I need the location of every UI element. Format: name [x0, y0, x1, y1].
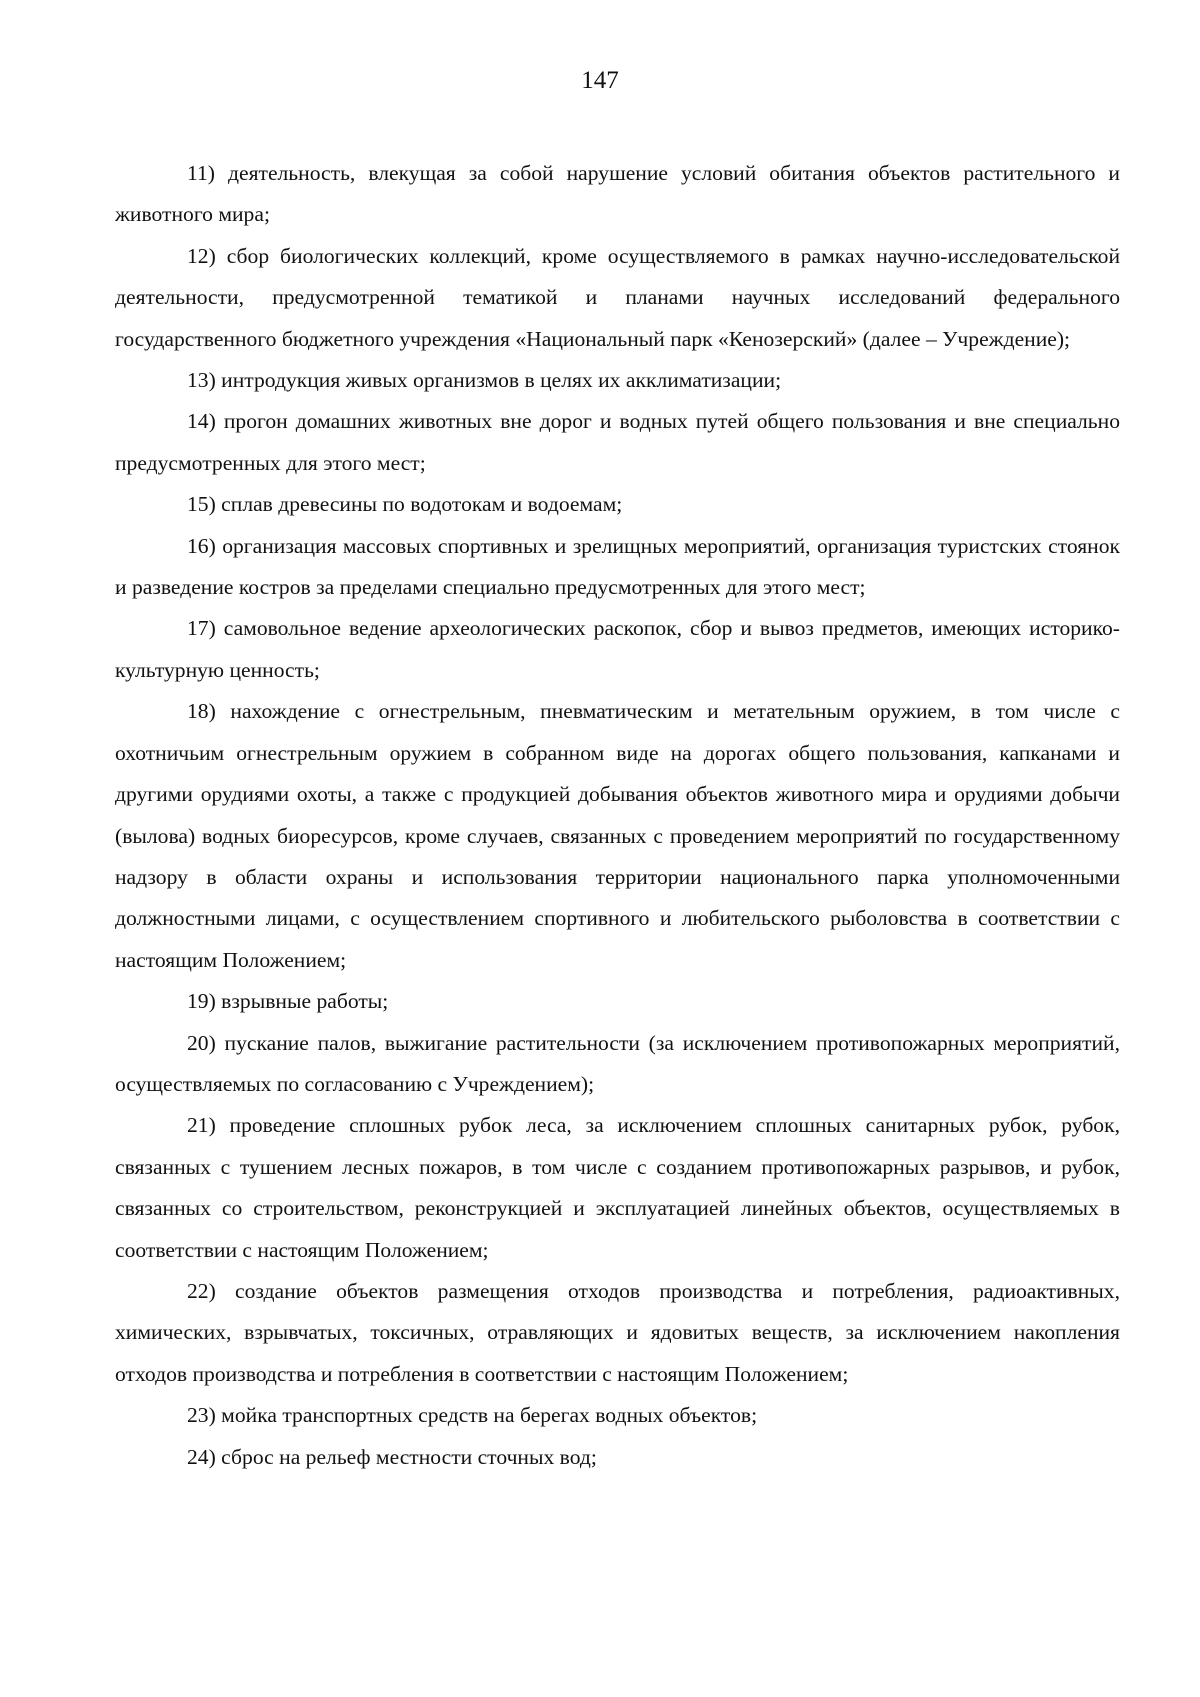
page-number: 147 — [581, 67, 619, 94]
list-item-23: 23) мойка транспортных средств на берегах водных объектов; — [187, 1403, 758, 1428]
list-item-13: 13) интродукция живых организмов в целях их акклиматизации; — [187, 368, 782, 393]
list-item-15: 15) сплав древесины по водотокам и водоемам; — [187, 492, 623, 517]
document-body — [115, 153, 1120, 1478]
list-item-17: 17) самовольное ведение археологических раскопок, сбор и вывоз предметов, имеющих историко-культурную ценность; — [115, 616, 1120, 682]
list-item-14: 14) прогон домашних животных вне дорог и водных путей общего пользования и вне специально предусмотренных для этого мест; — [115, 409, 1120, 475]
list-item-20: 20) пускание палов, выжигание растительности (за исключением противопожарных мероприятий, осуществляемых по согласованию с Учреждением); — [115, 1030, 1120, 1096]
list-item-24: 24) сброс на рельеф местности сточных вод; — [187, 1444, 597, 1469]
list-item-21: 21) проведение сплошных рубок леса, за исключением сплошных санитарных рубок, рубок, связанных с тушением лесных пожаров, в том числе с созданием противопожарных разрывов, и рубок, связанных со строительством, реконструкцией и эксплуатацией линейных объектов, осуществляемых в соответствии с настоящим Положением; — [115, 1113, 1120, 1262]
list-item-12: 12) сбор биологических коллекций, кроме осуществляемого в рамках научно-исследовательской деятельности, предусмотренной тематикой и планами научных исследований федерального государственного бюджетного учреждения «Национальный парк «Кенозерский» (далее – Учреждение); — [115, 243, 1120, 351]
list-item-11: 11) деятельность, влекущая за собой нарушение условий обитания объектов растительного и животного мира; — [115, 161, 1120, 227]
list-item-18: 18) нахождение с огнестрельным, пневматическим и метательным оружием, в том числе с охотничьим огнестрельным оружием в собранном виде на дорогах общего пользования, капканами и другими орудиями охоты, а также с продукцией добывания объектов животного мира и орудиями добычи (вылова) водных биоресурсов, кроме случаев, связанных с проведением мероприятий по государственному надзору в области охраны и использования территории национального парка уполномоченными должностными лицами, с осуществлением спортивного и любительского рыболовства в соответствии с настоящим Положением; — [115, 699, 1120, 972]
list-item-22: 22) создание объектов размещения отходов производства и потребления, радиоактивных, химических, взрывчатых, токсичных, отравляющих и ядовитых веществ, за исключением накопления отходов производства и потребления в соответствии с настоящим Положением; — [115, 1278, 1120, 1386]
list-item-16: 16) организация массовых спортивных и зрелищных мероприятий, организация туристских стоянок и разведение костров за пределами специально предусмотренных для этого мест; — [115, 533, 1120, 600]
list-item-19: 19) взрывные работы; — [187, 989, 389, 1014]
